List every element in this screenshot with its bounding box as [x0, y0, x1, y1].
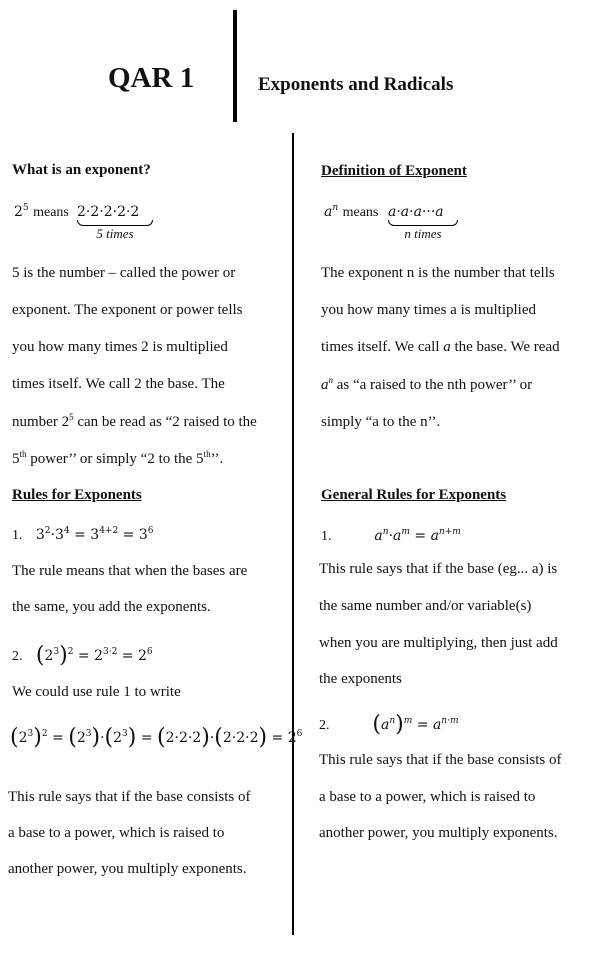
- math-term: a: [393, 528, 402, 544]
- paragraph-line: the same, you add the exponents.: [12, 599, 211, 615]
- example-product: 2·2·2·2·2: [77, 204, 140, 220]
- math-operator: =: [74, 527, 86, 543]
- superscript: 3: [53, 647, 60, 657]
- definition-product: a·a·a···a: [388, 204, 444, 220]
- text-fragment: number: [12, 414, 58, 430]
- rules-heading: Rules for Exponents: [12, 487, 142, 503]
- superscript: 2: [67, 647, 74, 657]
- superscript: n+m: [438, 527, 461, 537]
- paragraph-line: you how many times 2 is multiplied: [12, 339, 228, 355]
- superscript: 4+2: [99, 526, 119, 536]
- general-rule1-equation: [321, 528, 461, 545]
- superscript: 3·2: [103, 647, 118, 657]
- math-term: 3: [35, 527, 45, 543]
- paragraph-line: This rule says that if the base consists of: [8, 789, 251, 805]
- paragraph-line: a base to a power, which is raised to: [8, 825, 225, 841]
- paragraph-line: [12, 414, 257, 431]
- math-operator: ·: [209, 730, 215, 746]
- superscript: m: [403, 716, 413, 726]
- text-fragment: 5: [12, 451, 20, 467]
- math-term: 2: [137, 648, 147, 664]
- math-operator: =: [140, 730, 153, 746]
- math-operator: =: [121, 648, 134, 664]
- rule-number: 1.: [12, 528, 23, 543]
- close-paren: ): [33, 725, 42, 750]
- superscript: n: [382, 527, 389, 537]
- math-term: 3: [138, 527, 148, 543]
- text-fragment: a: [443, 339, 451, 355]
- math-term: 3: [54, 527, 64, 543]
- open-paren: (: [68, 725, 77, 750]
- paragraph-line: another power, you multiply exponents.: [8, 861, 247, 877]
- open-paren: (: [372, 712, 381, 737]
- math-operator: ·: [50, 527, 55, 543]
- definition-heading: Definition of Exponent: [321, 163, 467, 179]
- general-rule2-equation: [319, 712, 459, 737]
- document-topic: Exponents and Radicals: [258, 74, 454, 95]
- superscript: th: [203, 449, 211, 459]
- definition-brace: [388, 204, 458, 242]
- math-term: 2: [94, 648, 103, 664]
- superscript: 4: [63, 526, 70, 536]
- math-operator: ·: [388, 528, 394, 544]
- close-paren: ): [127, 725, 137, 750]
- superscript: th: [19, 449, 27, 459]
- math-term: 2·2·2: [222, 730, 259, 746]
- math-operator: =: [271, 730, 284, 746]
- math-term: 3: [90, 527, 100, 543]
- paragraph-line: This rule says that if the base consists of: [319, 752, 562, 768]
- superscript: n: [389, 716, 396, 726]
- definition-base: a: [324, 204, 333, 220]
- paragraph-line: [321, 377, 532, 394]
- rule-number: 1.: [321, 529, 332, 544]
- paragraph-line: The exponent n is the number that tells: [321, 265, 555, 281]
- math-term: 2: [287, 730, 297, 746]
- text-fragment: the base. We read: [454, 339, 560, 355]
- math-term: a: [374, 528, 383, 544]
- what-is-exponent-heading: What is an exponent?: [12, 162, 151, 178]
- example-brace: [77, 204, 153, 242]
- close-paren: ): [91, 725, 101, 750]
- definition-power: [324, 204, 378, 221]
- open-paren: (: [35, 643, 45, 668]
- text-fragment: power’’ or simply “2 to the 5: [30, 451, 204, 467]
- superscript: 2: [44, 526, 51, 536]
- text-fragment: ’’.: [210, 451, 224, 467]
- open-paren: (: [10, 725, 19, 750]
- open-paren: (: [214, 725, 223, 750]
- paragraph-line: exponent. The exponent or power tells: [12, 302, 243, 318]
- math-term: a: [430, 528, 439, 544]
- math-operator: =: [414, 528, 427, 544]
- math-term: 2: [18, 730, 28, 746]
- paragraph-line: This rule says that if the base (eg... a) is: [319, 561, 558, 577]
- text-fragment: as “a raised to the nth power’’ or: [336, 377, 533, 393]
- text-fragment: can be read as “2 raised to the: [77, 414, 257, 430]
- brace-label: 5 times: [96, 226, 134, 241]
- superscript: n: [328, 375, 333, 385]
- column-divider: [292, 133, 294, 935]
- paragraph-line: another power, you multiply exponents.: [319, 825, 558, 841]
- math-term: a: [381, 717, 390, 733]
- math-operator: =: [416, 717, 429, 733]
- math-term: 2: [113, 730, 123, 746]
- math-operator: =: [52, 730, 64, 746]
- math-term: a: [432, 717, 442, 733]
- paragraph-line: simply “a to the n’’.: [321, 414, 441, 430]
- superscript: 6: [147, 526, 154, 536]
- math-operator: =: [77, 648, 90, 664]
- paragraph-line: [321, 339, 560, 356]
- example-power: [14, 204, 69, 221]
- paragraph-line: a base to a power, which is raised to: [319, 789, 536, 805]
- math-term: 2·2·2: [165, 730, 202, 746]
- superscript: 2: [41, 729, 48, 739]
- rule1-equation: [12, 527, 153, 544]
- rule-number: 2.: [12, 649, 23, 664]
- math-term: 2: [44, 648, 54, 664]
- superscript: 6: [296, 729, 303, 739]
- example-exponent: 5: [22, 203, 29, 213]
- math-operator: =: [122, 527, 135, 543]
- math-operator: ·: [100, 730, 105, 746]
- text-fragment: 2: [61, 414, 70, 430]
- right-column: [300, 0, 590, 969]
- close-paren: ): [201, 725, 210, 750]
- rule-number: 2.: [319, 718, 330, 733]
- superscript: 3: [122, 729, 128, 739]
- paragraph-line: the exponents: [319, 671, 402, 687]
- close-paren: ): [395, 712, 404, 737]
- text-fragment: times itself. We call: [321, 339, 440, 355]
- brace-label: n times: [404, 226, 442, 241]
- example-base: 2: [14, 204, 23, 220]
- document-title: QAR 1: [108, 62, 195, 94]
- paragraph-line: 5 is the number – called the power or: [12, 265, 236, 281]
- open-paren: (: [104, 725, 114, 750]
- paragraph-text: times itself. We call 2 the base. The: [12, 376, 225, 392]
- close-paren: ): [59, 643, 68, 668]
- superscript: n·m: [441, 716, 459, 726]
- math-term: 2: [76, 730, 86, 746]
- superscript: 3: [85, 729, 92, 739]
- paragraph-line: you how many times a is multiplied: [321, 302, 536, 318]
- definition-exponent: n: [332, 203, 339, 213]
- superscript: 5: [69, 412, 74, 422]
- paragraph-line: when you are multiplying, then just add: [319, 635, 558, 651]
- open-paren: (: [157, 725, 166, 750]
- superscript: m: [401, 527, 410, 537]
- superscript: 6: [146, 647, 153, 657]
- text-fragment: a: [321, 377, 329, 393]
- paragraph-line: The rule means that when the bases are: [12, 563, 248, 579]
- superscript: 3: [27, 729, 34, 739]
- close-paren: ): [258, 725, 268, 750]
- means-label: means: [33, 205, 69, 220]
- rule2-equation: [12, 643, 153, 668]
- paragraph-line: the same number and/or variable(s): [319, 598, 532, 614]
- expansion-equation: [10, 725, 302, 750]
- paragraph-line: [12, 451, 223, 468]
- means-label: means: [342, 205, 379, 220]
- paragraph-line: We could use rule 1 to write: [12, 684, 181, 700]
- general-rules-heading: General Rules for Exponents: [321, 487, 507, 503]
- paragraph-line: [12, 376, 225, 393]
